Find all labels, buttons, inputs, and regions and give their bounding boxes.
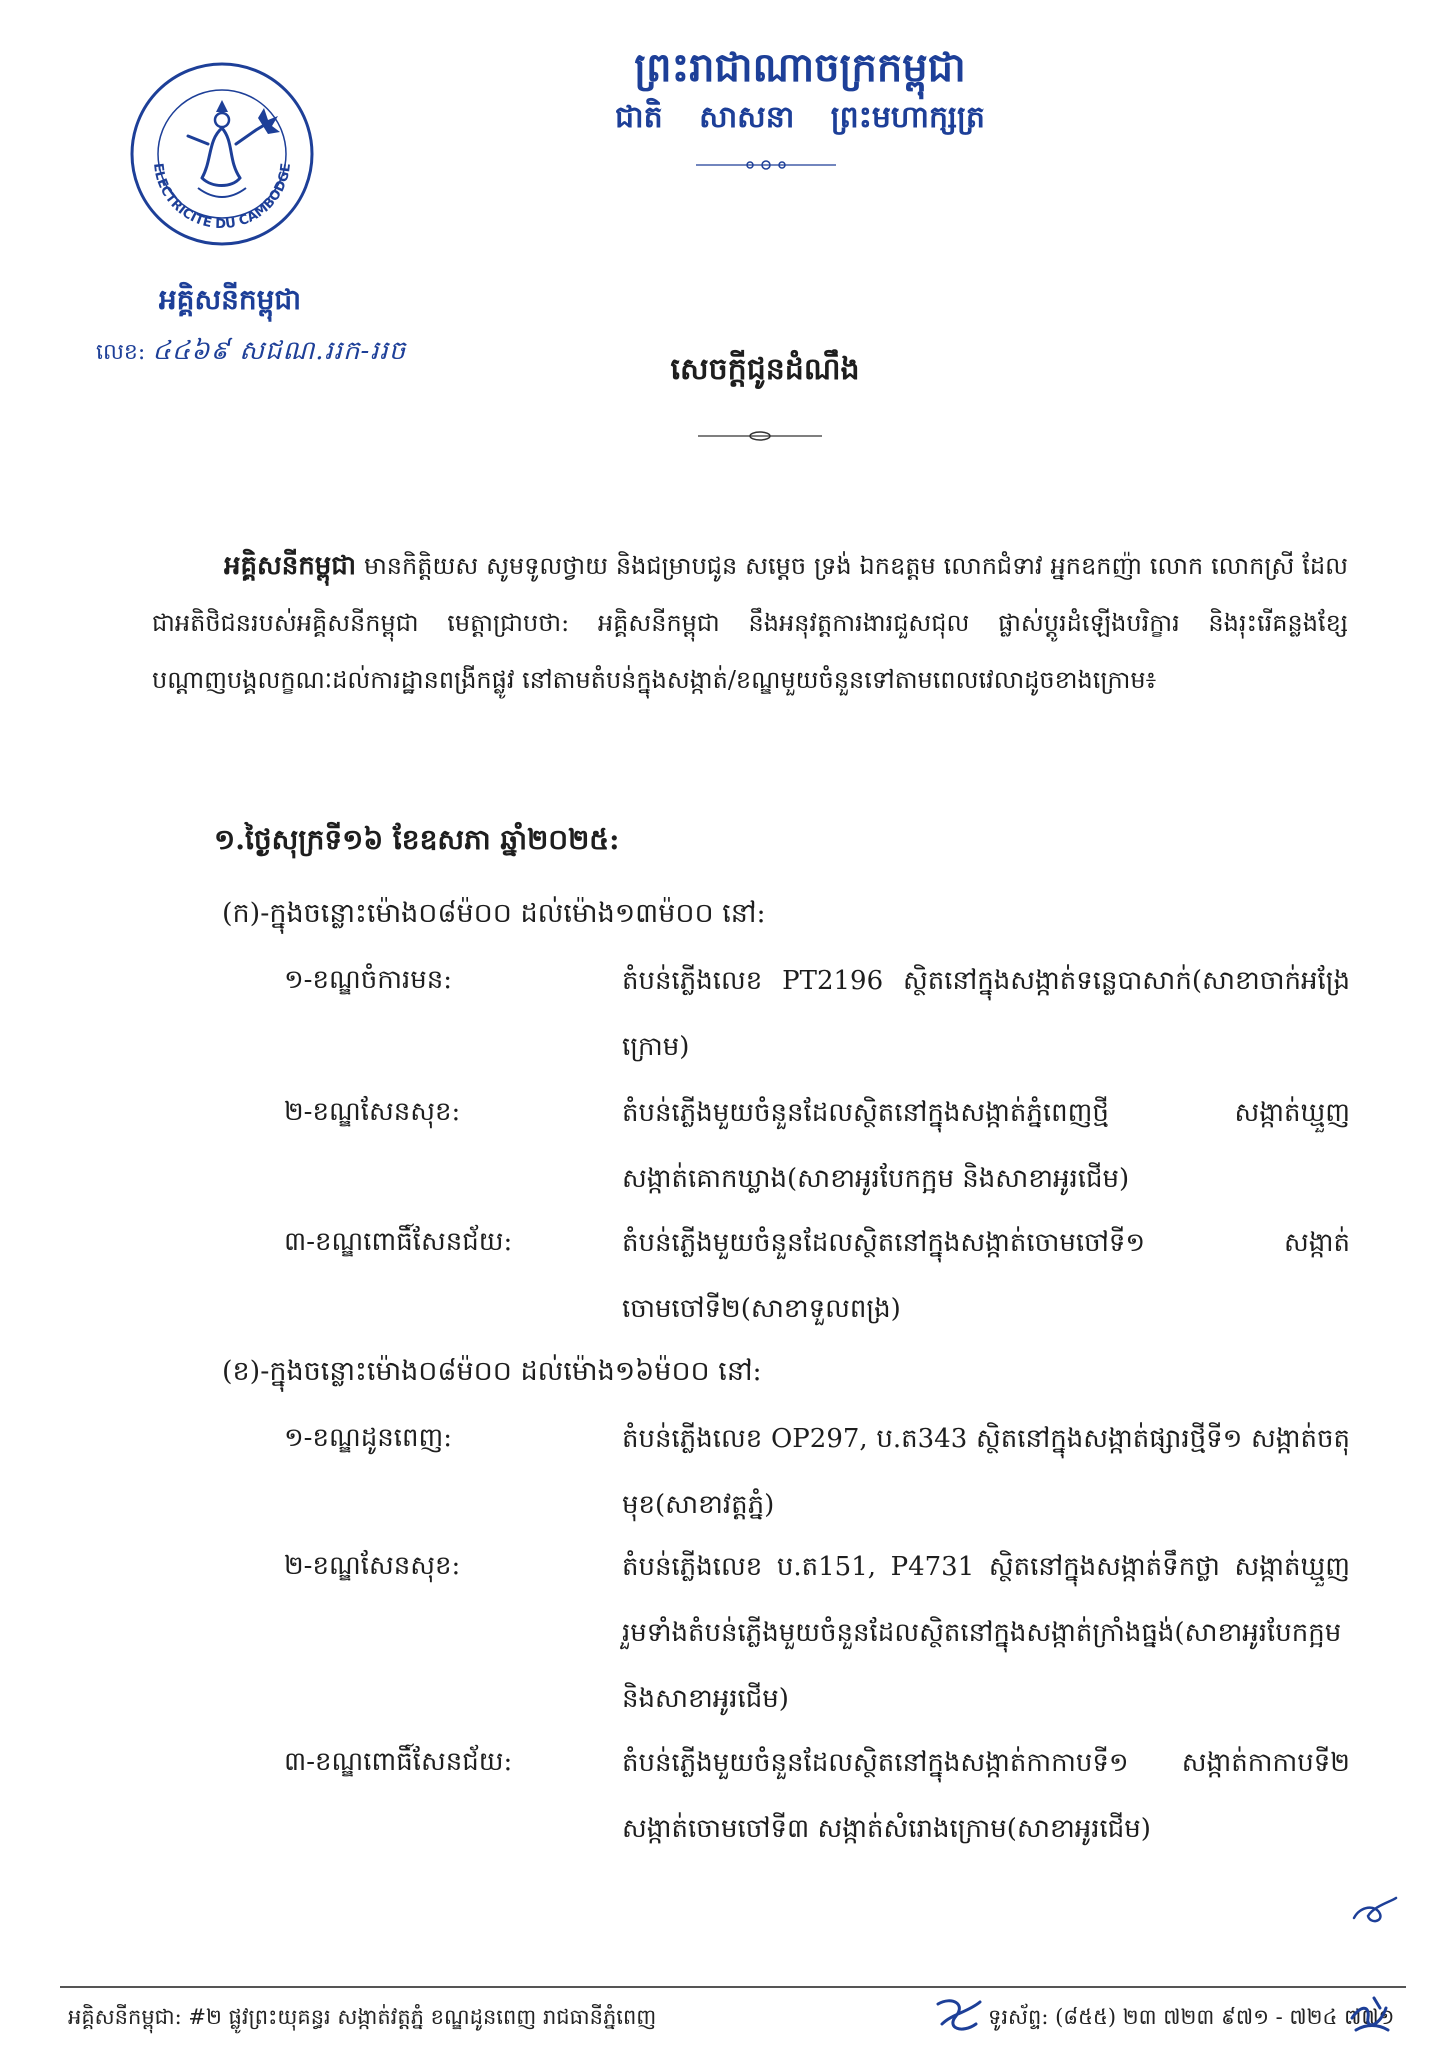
- group-a-heading: (ក)-ក្នុងចន្លោះម៉ោង០៨ម៉០០ ដល់ម៉ោង១៣ម៉០០ នៅ:: [222, 898, 766, 929]
- national-motto: ជាតិ សាសនា ព្រះមហាក្សត្រ: [615, 100, 985, 135]
- footer-address: អគ្គិសនីកម្ពុជា: #២ ផ្លូវព្រះយុគន្ធរ សង្កាត់វត្តភ្នំ ខណ្ឌដូនពេញ រាជធានីភ្នំពេញ: [68, 2005, 657, 2029]
- intro-text: មានកិត្តិយស សូមទូលថ្វាយ និងជម្រាបជូន សម្តេច ទ្រង់ ឯកឧត្តម លោកជំទាវ អ្នកឧកញ៉ា លោក លោកស្រី ដែលជាអតិថិជនរបស់អគ្គិសនីកម្ពុជា មេត្តាជ្រាបថា: អគ្គិសនីកម្ពុជា នឹងអនុវត្តការងារជួសជុល ផ្លាស់ប្តូរដំឡើងបរិក្ខារ និងរុះរើគន្លងខ្សែបណ្តាញបង្គលក្ខណៈដល់ការដ្ឋានពង្រីកផ្លូវ នៅតាមតំបន់ក្នុងសង្កាត់/ខណ្ឌមួយចំនួនទៅតាមពេលវេលាដូចខាងក្រោម៖: [152, 552, 1348, 694]
- group-b-heading: (ខ)-ក្នុងចន្លោះម៉ោង០៨ម៉០០ ដល់ម៉ោង១៦ម៉០០ នៅ:: [222, 1356, 762, 1387]
- group-b-item-1-label: ១-ខណ្ឌដូនពេញ:: [284, 1423, 452, 1453]
- divider-ornament: [696, 158, 836, 172]
- organization-name: អគ្គិសនីកម្ពុជា: [158, 283, 302, 316]
- group-a-item-3-desc: តំបន់ភ្លើងមួយចំនួនដែលស្ថិតនៅក្នុងសង្កាត់ចោមចៅទី១ សង្កាត់ចោមចៅទី២(សាខាទួលពង្រ): [622, 1228, 1350, 1324]
- group-a-item-1-label: ១-ខណ្ឌចំការមន:: [284, 965, 452, 995]
- seal-text: ELECTRICITE DU CAMBODGE: [149, 162, 295, 233]
- signature-mark: [932, 1994, 986, 2040]
- group-a-item-3-label: ៣-ខណ្ឌពោធិ៍សែនជ័យ:: [284, 1227, 513, 1257]
- intro-lead: អគ្គិសនីកម្ពុជា: [224, 551, 357, 581]
- group-a-item-1-desc: តំបន់ភ្លើងលេខ PT2196 ស្ថិតនៅក្នុងសង្កាត់ទន្លេបាសាក់(សាខាចាក់អង្រែក្រោម): [622, 966, 1350, 1062]
- group-b-item-3-desc: តំបន់ភ្លើងមួយចំនួនដែលស្ថិតនៅក្នុងសង្កាត់កាកាបទី១ សង្កាត់កាកាបទី២ សង្កាត់ចោមចៅទី៣ សង្កាត់សំរោងក្រោម(សាខាអូរជើម): [622, 1748, 1350, 1844]
- title-divider-ornament: [698, 430, 822, 442]
- reference-label: លេខ:: [96, 340, 146, 365]
- group-a-item-2-desc: តំបន់ភ្លើងមួយចំនួនដែលស្ថិតនៅក្នុងសង្កាត់ភ្នំពេញថ្មី សង្កាត់ឃ្មួញ សង្កាត់គោកឃ្លាង(សាខាអូរបែកក្អម និងសាខាអូរជើម): [622, 1098, 1350, 1194]
- group-b-item-2-label: ២-ខណ្ឌសែនសុខ:: [284, 1551, 461, 1581]
- section-date-heading: ១.ថ្ងៃសុក្រទី១៦ ខែឧសភា ឆ្នាំ២០២៥:: [214, 823, 620, 856]
- reference-value: ៤៤៦៩ សជណ.ររក-ររច: [152, 336, 407, 366]
- intro-paragraph: [152, 538, 1348, 709]
- footer-divider: [60, 1986, 1406, 1988]
- reference-number: [96, 334, 516, 370]
- footer-phone: ទូរស័ព្ទ: (៨៥៥) ២៣ ៧២៣ ៩៧១ - ៧២៤ ៧៧១: [988, 2005, 1395, 2029]
- group-a-item-2-label: ២-ខណ្ឌសែនសុខ:: [284, 1097, 461, 1127]
- handwritten-initials: [1350, 1896, 1400, 1926]
- group-b-item-2-desc: តំបន់ភ្លើងលេខ ប.ត151, P4731 ស្ថិតនៅក្នុងសង្កាត់ទឹកថ្លា សង្កាត់ឃ្មួញ រួមទាំងតំបន់ភ្លើងមួយចំនួនដែលស្ថិតនៅក្នុងសង្កាត់ក្រាំងធ្នង់(សាខាអូរបែកក្អម និងសាខាអូរជើម): [622, 1552, 1350, 1714]
- kingdom-heading: ព្រះរាជាណាចក្រកម្ពុជា: [634, 44, 966, 91]
- edc-seal-logo: [128, 60, 316, 248]
- footer-contact: [932, 2000, 1402, 2036]
- document-title: សេចក្តីជូនដំណឹង: [670, 352, 860, 387]
- signature-mark-2: [1348, 1990, 1392, 2036]
- group-b-item-3-label: ៣-ខណ្ឌពោធិ៍សែនជ័យ:: [284, 1747, 513, 1777]
- group-b-item-1-desc: តំបន់ភ្លើងលេខ OP297, ប.ត343 ស្ថិតនៅក្នុងសង្កាត់ផ្សារថ្មីទី១ សង្កាត់ចតុមុខ(សាខាវត្តភ្នំ): [622, 1424, 1350, 1520]
